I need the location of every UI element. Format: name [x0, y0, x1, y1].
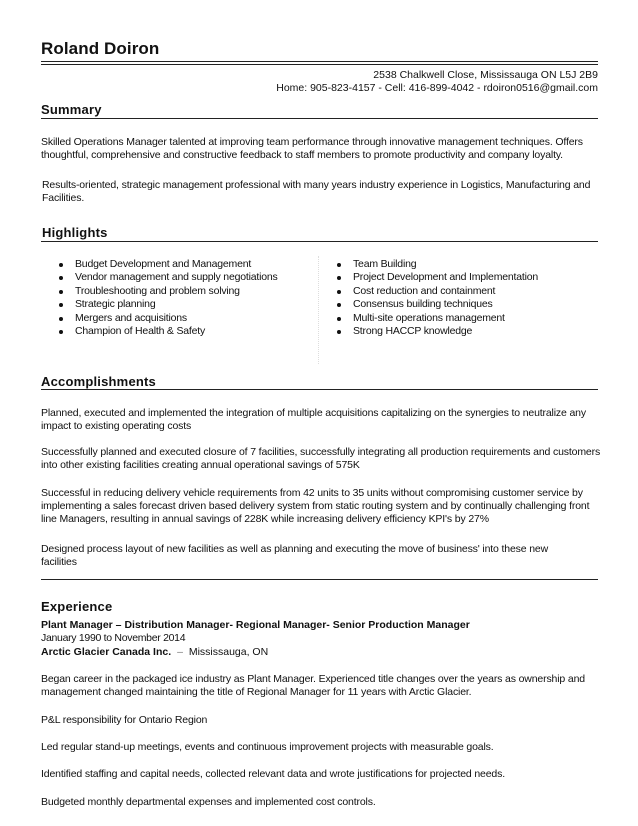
employer-line — [41, 646, 268, 658]
bullet-icon — [59, 276, 63, 280]
bullet-icon — [337, 290, 341, 294]
bullet-icon — [59, 290, 63, 294]
company-name: Arctic Glacier Canada Inc. — [41, 646, 172, 658]
list-item: Vendor management and supply negotiations — [75, 271, 278, 284]
summary-heading: Summary — [41, 102, 102, 117]
bullet-icon — [337, 276, 341, 280]
header-rule-top — [41, 61, 598, 62]
contact-address: 2538 Chalkwell Close, Mississauga ON L5J 2B9 — [373, 69, 598, 81]
summary-paragraph: Skilled Operations Manager talented at improving team performance through innovative management techniques. Offers thoughtful, comprehensive and constructive feedback to staff members to promote productivity and company loyalty. — [41, 136, 583, 161]
contact-phones: Home: 905-823-4157 - Cell: 416-899-4042 - rdoiron0516@gmail.com — [276, 82, 598, 94]
job-dates: January 1990 to November 2014 — [41, 632, 186, 644]
list-item: Consensus building techniques — [353, 298, 538, 311]
accomplishment-paragraph: Successful in reducing delivery vehicle requirements from 42 units to 35 units without compromising customer service by implementing a sales forecast driven based delivery system from static routing system and by continually challenging front line Managers, resulting in annual savings of 228K while increasing delivery efficiency KPI's by 27% — [41, 487, 590, 525]
accomplishment-paragraph: Designed process layout of new facilities as well as planning and executing the move of business' into these new facilities — [41, 543, 549, 568]
accomplishments-rule — [41, 389, 598, 390]
highlights-divider — [318, 256, 319, 364]
highlights-left-list — [75, 258, 278, 338]
bullet-icon — [337, 330, 341, 334]
experience-paragraph: Began career in the packaged ice industry as Plant Manager. Experienced title changes over the years as ownership and management changed maintaining the title of Regional Manager for 11 years with Arctic Glacier. — [41, 673, 585, 698]
bullet-icon — [337, 303, 341, 307]
experience-heading: Experience — [41, 599, 113, 614]
summary-paragraph: Results-oriented, strategic management professional with many years industry experience in Logistics, Manufacturing and Facilities. — [42, 179, 591, 204]
list-item: Strong HACCP knowledge — [353, 325, 538, 338]
experience-paragraph: P&L responsibility for Ontario Region — [41, 714, 208, 726]
employer-separator: – — [177, 646, 183, 658]
header-rule-bottom — [41, 64, 598, 65]
bullet-icon — [59, 263, 63, 267]
highlights-rule — [41, 241, 598, 242]
list-item: Cost reduction and containment — [353, 285, 538, 298]
bullet-icon — [59, 330, 63, 334]
list-item: Strategic planning — [75, 298, 278, 311]
company-location: Mississauga, ON — [188, 646, 269, 658]
bullet-icon — [337, 317, 341, 321]
list-item: Project Development and Implementation — [353, 271, 538, 284]
accomplishments-end-rule — [41, 579, 598, 580]
list-item: Team Building — [353, 258, 538, 271]
bullet-icon — [59, 303, 63, 307]
list-item: Mergers and acquisitions — [75, 312, 278, 325]
list-item: Multi-site operations management — [353, 312, 538, 325]
job-title: Plant Manager – Distribution Manager- Regional Manager- Senior Production Manager — [41, 619, 470, 631]
experience-paragraph: Budgeted monthly departmental expenses and implemented cost controls. — [41, 796, 376, 808]
list-item: Budget Development and Management — [75, 258, 278, 271]
accomplishment-paragraph: Planned, executed and implemented the integration of multiple acquisitions capitalizing on the synergies to neutralize any impact to existing operating costs — [41, 407, 586, 432]
experience-paragraph: Identified staffing and capital needs, collected relevant data and wrote justifications for projected needs. — [41, 768, 505, 780]
highlights-right-list — [353, 258, 538, 338]
list-item: Troubleshooting and problem solving — [75, 285, 278, 298]
experience-paragraph: Led regular stand-up meetings, events and continuous improvement projects with measurable goals. — [41, 741, 494, 753]
summary-rule — [41, 118, 598, 119]
bullet-icon — [337, 263, 341, 267]
candidate-name: Roland Doiron — [41, 39, 160, 58]
accomplishment-paragraph: Successfully planned and executed closure of 7 facilities, successfully integrating all production requirements and customers into other existing facilities creating annual operational savings of 575K — [41, 446, 601, 471]
highlights-heading: Highlights — [42, 225, 108, 240]
accomplishments-heading: Accomplishments — [41, 374, 156, 389]
bullet-icon — [59, 317, 63, 321]
list-item: Champion of Health & Safety — [75, 325, 278, 338]
